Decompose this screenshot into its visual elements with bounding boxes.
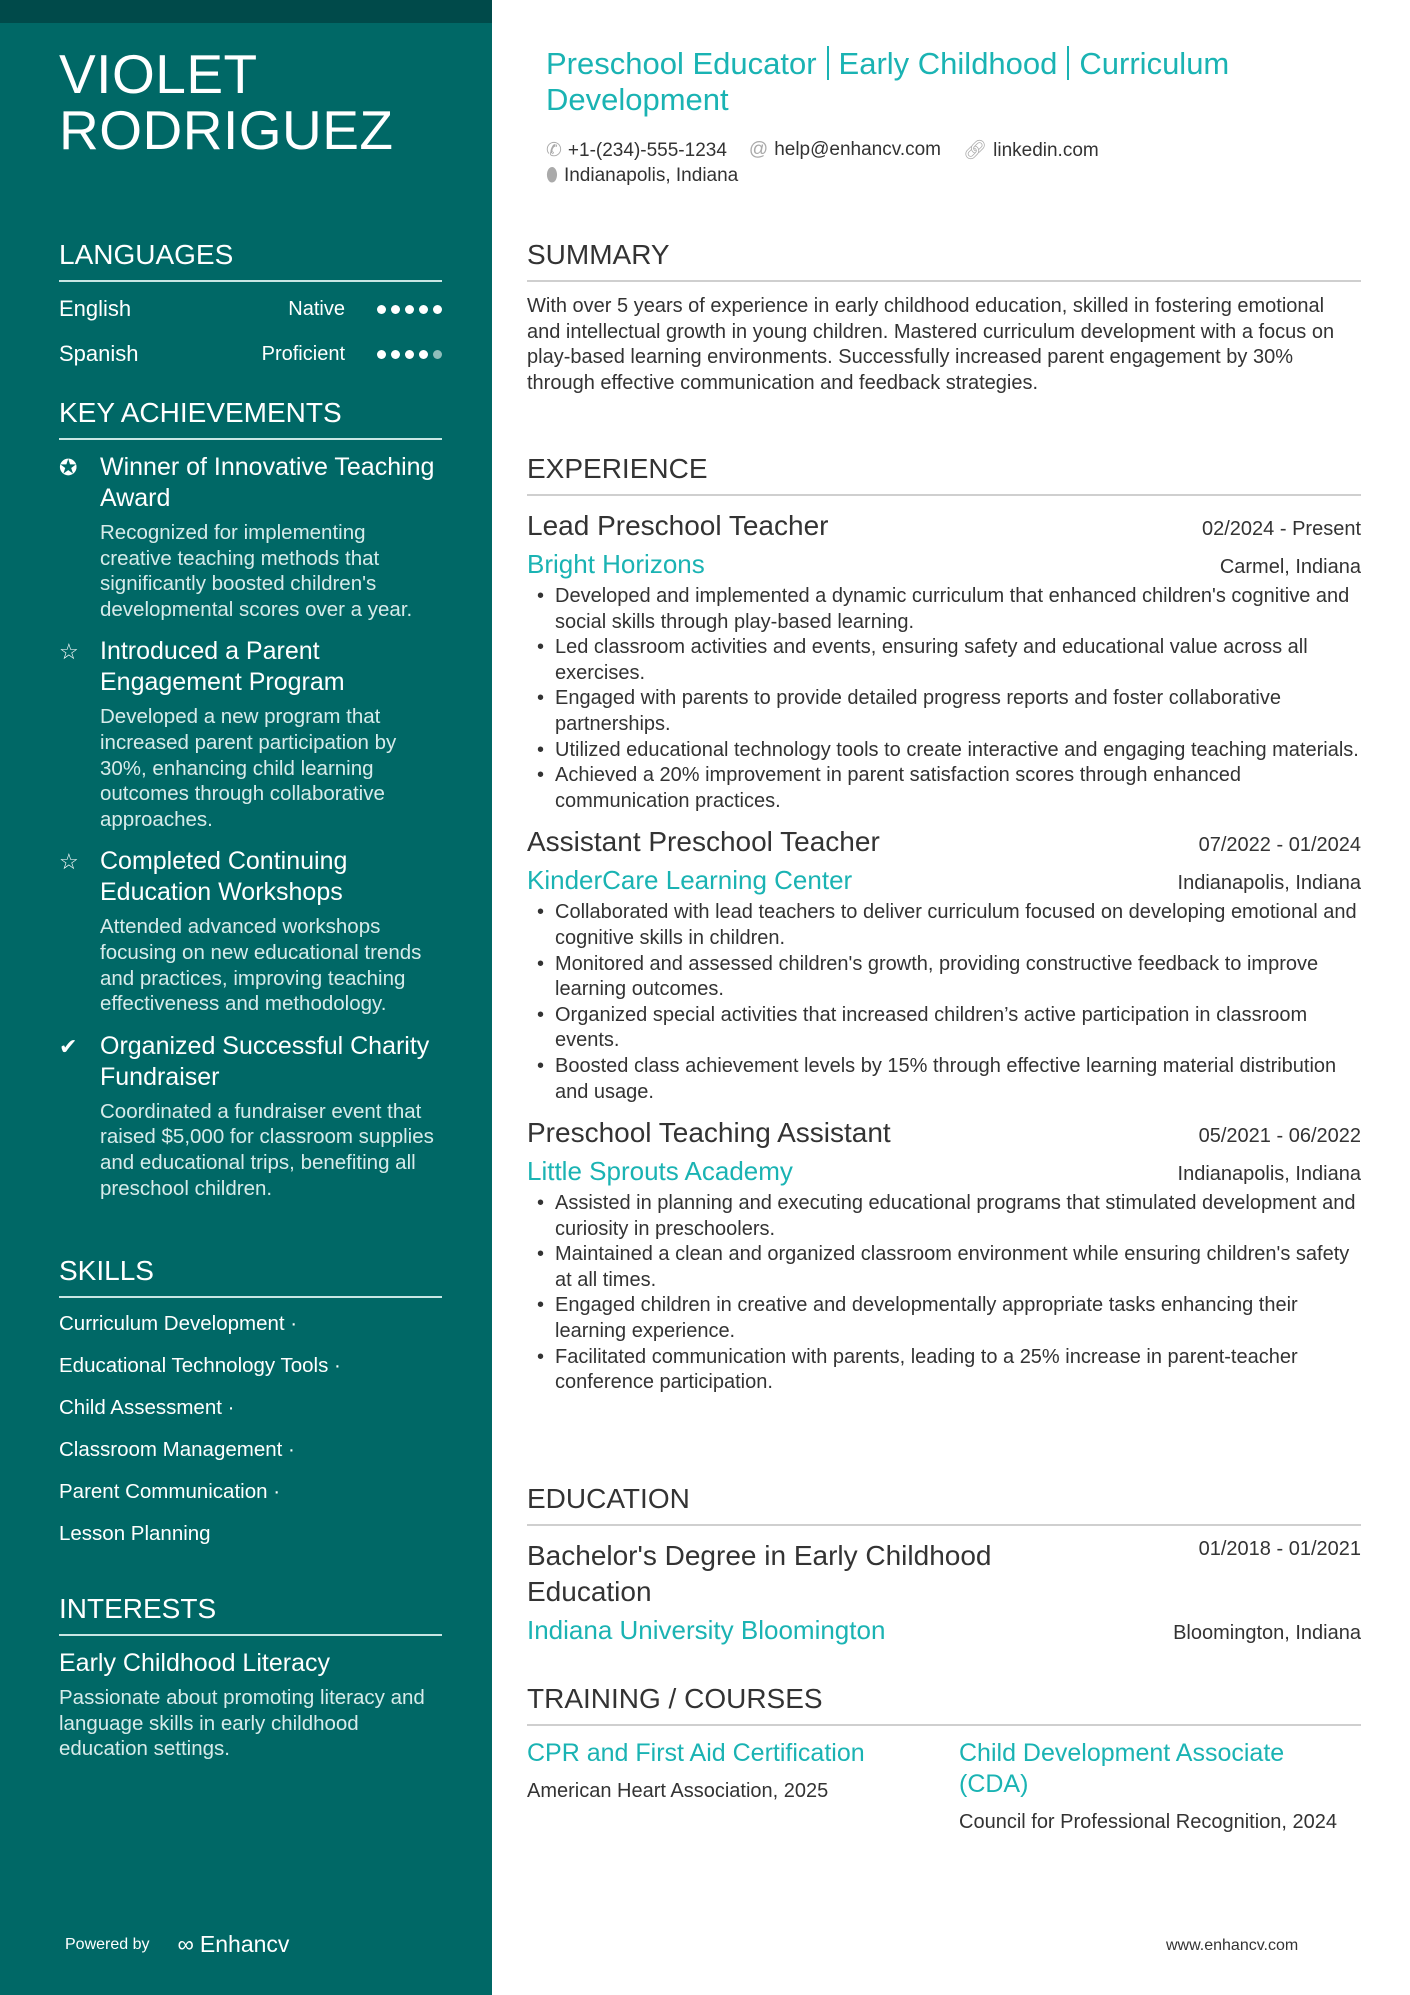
job-title: Preschool Teaching Assistant: [527, 1117, 891, 1149]
bullet-item: • Led classroom activities and events, ensuring safety and educational value across all exercises.: [527, 635, 1361, 686]
at-icon: @: [748, 139, 769, 160]
course-title: Child Development Associate (CDA): [959, 1739, 1285, 1798]
education-section: [527, 1482, 1361, 1650]
bullet-item: • Achieved a 20% improvement in parent satisfaction scores through enhanced communication practices.: [527, 763, 1361, 814]
interests-heading: INTERESTS: [59, 1592, 442, 1636]
language-row: [59, 339, 442, 369]
experience-heading: EXPERIENCE: [527, 452, 1361, 496]
skill-item: Classroom Management ·: [59, 1438, 295, 1461]
skills-list: [59, 1303, 442, 1555]
skill-item: Educational Technology Tools ·: [59, 1354, 341, 1377]
headline-part: Early Childhood: [838, 46, 1058, 81]
interest-title: Early Childhood Literacy: [59, 1649, 330, 1677]
training-heading: TRAINING / COURSES: [527, 1682, 1361, 1726]
course-title: CPR and First Aid Certification: [527, 1739, 865, 1767]
email-text: help@enhancv.com: [774, 139, 941, 160]
job-bullets: [527, 1191, 1361, 1396]
summary-heading: SUMMARY: [527, 238, 1361, 282]
course-desc: American Heart Association, 2025: [527, 1780, 829, 1802]
summary-text: With over 5 years of experience in early childhood education, skilled in fostering emotional and intellectual growth in young children. Mastered curriculum development with a focus on play-based learning environments. Successfully increased parent engagement by 30% through effective communication and feedback strategies.: [527, 295, 1335, 394]
achievements-list: [59, 452, 442, 1215]
achievement-desc: Attended advanced workshops focusing on new educational trends and practices, improving teaching effectiveness and methodology.: [100, 915, 422, 1016]
job-entry: [527, 1115, 1361, 1396]
education-dates: 01/2018 - 01/2021: [1198, 1538, 1361, 1560]
bullet-item: • Developed and implemented a dynamic curriculum that enhanced children's cognitive and social skills through play-based learning.: [527, 584, 1361, 635]
achievement-desc: Recognized for implementing creative teaching methods that significantly boosted children's developmental scores over a year.: [100, 521, 413, 621]
skill-item: Parent Communication ·: [59, 1480, 281, 1503]
bullet-item: • Organized special activities that increased children’s active participation in classroom events.: [527, 1003, 1361, 1054]
candidate-name: [59, 43, 394, 161]
achievement-title: Organized Successful Charity Fundraiser: [100, 1031, 430, 1091]
skill-item: Curriculum Development ·: [59, 1312, 298, 1335]
divider: [1067, 46, 1069, 80]
job-location: Indianapolis, Indiana: [1177, 872, 1361, 895]
first-name: VIOLET: [59, 43, 258, 105]
job-bullets: [527, 900, 1361, 1105]
enhancv-logo-icon: ∞: [177, 1931, 194, 1957]
language-level: Native: [288, 297, 345, 320]
headline: [546, 46, 1346, 118]
job-location: Carmel, Indiana: [1219, 556, 1361, 578]
interest-desc: Passionate about promoting literacy and language skills in early childhood education settings.: [59, 1686, 425, 1761]
course-item: [959, 1738, 1359, 1836]
divider: [827, 46, 829, 80]
education-heading: EDUCATION: [527, 1482, 1361, 1526]
achievement-item: [59, 846, 442, 1016]
achievement-item: [59, 636, 442, 832]
course-item: [527, 1738, 959, 1836]
job-bullets: [527, 584, 1361, 814]
proficiency-dots: [377, 305, 442, 314]
job-dates: 02/2024 - Present: [1202, 518, 1361, 540]
enhancv-logo[interactable]: [178, 1931, 290, 1958]
job-list: [527, 508, 1361, 1396]
school: Indiana University Bloomington: [527, 1615, 886, 1645]
link-icon: 🔗︎: [963, 140, 988, 161]
contact-row: [546, 138, 1099, 162]
language-name: Spanish: [59, 341, 139, 366]
location-text: Indianapolis, Indiana: [563, 165, 739, 186]
bullet-item: • Engaged with parents to provide detailed progress reports and foster collaborative partnerships.: [527, 686, 1361, 737]
phone[interactable]: [546, 139, 727, 162]
award-icon: ✪: [59, 455, 78, 480]
job-entry: [527, 508, 1361, 814]
job-dates: 07/2022 - 01/2024: [1198, 834, 1361, 857]
achievement-title: Introduced a Parent Engagement Program: [100, 637, 345, 697]
achievement-desc: Developed a new program that increased parent participation by 30%, enhancing child learning outcomes through collaborative approaches.: [100, 705, 397, 831]
skills-heading: SKILLS: [59, 1254, 442, 1298]
bullet-item: • Collaborated with lead teachers to deliver curriculum focused on developing emotional and cognitive skills in children.: [527, 900, 1361, 951]
achievement-desc: Coordinated a fundraiser event that raised $5,000 for classroom supplies and educational trips, benefiting all preschool children.: [100, 1099, 434, 1200]
powered-by-label: Powered by: [65, 1935, 150, 1953]
achievement-title: Winner of Innovative Teaching Award: [100, 453, 435, 512]
phone-icon: ✆: [546, 139, 562, 161]
star-icon: ☆: [59, 639, 79, 665]
location: [546, 165, 738, 187]
bullet-item: • Monitored and assessed children's growth, providing constructive feedback to improve learning outcomes.: [527, 952, 1361, 1003]
powered-by: [65, 1931, 289, 1958]
company: Little Sprouts Academy: [527, 1156, 793, 1187]
link-text: linkedin.com: [993, 140, 1099, 161]
skill-item: Lesson Planning: [59, 1522, 211, 1545]
sidebar: [0, 0, 492, 1995]
job-dates: 05/2021 - 06/2022: [1198, 1125, 1361, 1148]
course-desc: Council for Professional Recognition, 2024: [959, 1811, 1337, 1833]
languages-heading: LANGUAGES: [59, 238, 442, 282]
headline-part: Curriculum Development: [546, 46, 1230, 117]
achievement-title: Completed Continuing Education Workshops: [100, 847, 348, 907]
email[interactable]: [749, 139, 941, 161]
bullet-item: • Facilitated communication with parents, leading to a 25% increase in parent-teacher conference participation.: [527, 1345, 1361, 1396]
company: Bright Horizons: [527, 549, 705, 579]
phone-text: +1-(234)-555-1234: [567, 139, 727, 161]
language-name: English: [59, 296, 132, 321]
achievements-heading: KEY ACHIEVEMENTS: [59, 396, 442, 440]
bullet-item: • Engaged children in creative and developmentally appropriate tasks enhancing their learning experience.: [527, 1293, 1361, 1344]
interest-item: [59, 1648, 442, 1762]
achievement-item: [59, 452, 442, 622]
website-link[interactable]: www.enhancv.com: [1166, 1937, 1299, 1954]
company: KinderCare Learning Center: [527, 865, 853, 896]
training-section: [527, 1682, 1361, 1836]
job-title: Lead Preschool Teacher: [527, 510, 829, 541]
location-pin-icon: ⬮: [546, 165, 558, 186]
headline-part: Preschool Educator: [546, 46, 817, 81]
check-icon: ✔: [59, 1033, 78, 1059]
skill-item: Child Assessment ·: [59, 1396, 235, 1419]
bullet-item: • Utilized educational technology tools to create interactive and engaging teaching materials.: [527, 738, 1361, 764]
linkedin-link[interactable]: [963, 138, 1099, 162]
job-location: Indianapolis, Indiana: [1177, 1163, 1361, 1186]
bullet-item: • Boosted class achievement levels by 15% through effective learning material distribution and usage.: [527, 1054, 1361, 1105]
language-row: [59, 294, 442, 324]
summary-section: [527, 238, 1361, 396]
top-band: [0, 0, 492, 23]
education-location: Bloomington, Indiana: [1173, 1622, 1361, 1644]
bullet-item: • Assisted in planning and executing educational programs that stimulated development and curiosity in preschoolers.: [527, 1191, 1361, 1242]
proficiency-dots: [377, 350, 442, 359]
brand-name: Enhancv: [199, 1931, 290, 1957]
job-title: Assistant Preschool Teacher: [527, 826, 880, 858]
achievement-item: [59, 1031, 442, 1201]
bullet-item: • Maintained a clean and organized classroom environment while ensuring children's safety at all times.: [527, 1242, 1361, 1293]
degree: Bachelor's Degree in Early Childhood Education: [527, 1540, 992, 1607]
job-entry: [527, 824, 1361, 1105]
star-icon: ☆: [59, 849, 79, 875]
experience-section: [527, 452, 1361, 1396]
last-name: RODRIGUEZ: [59, 99, 394, 161]
language-level: Proficient: [261, 342, 345, 365]
